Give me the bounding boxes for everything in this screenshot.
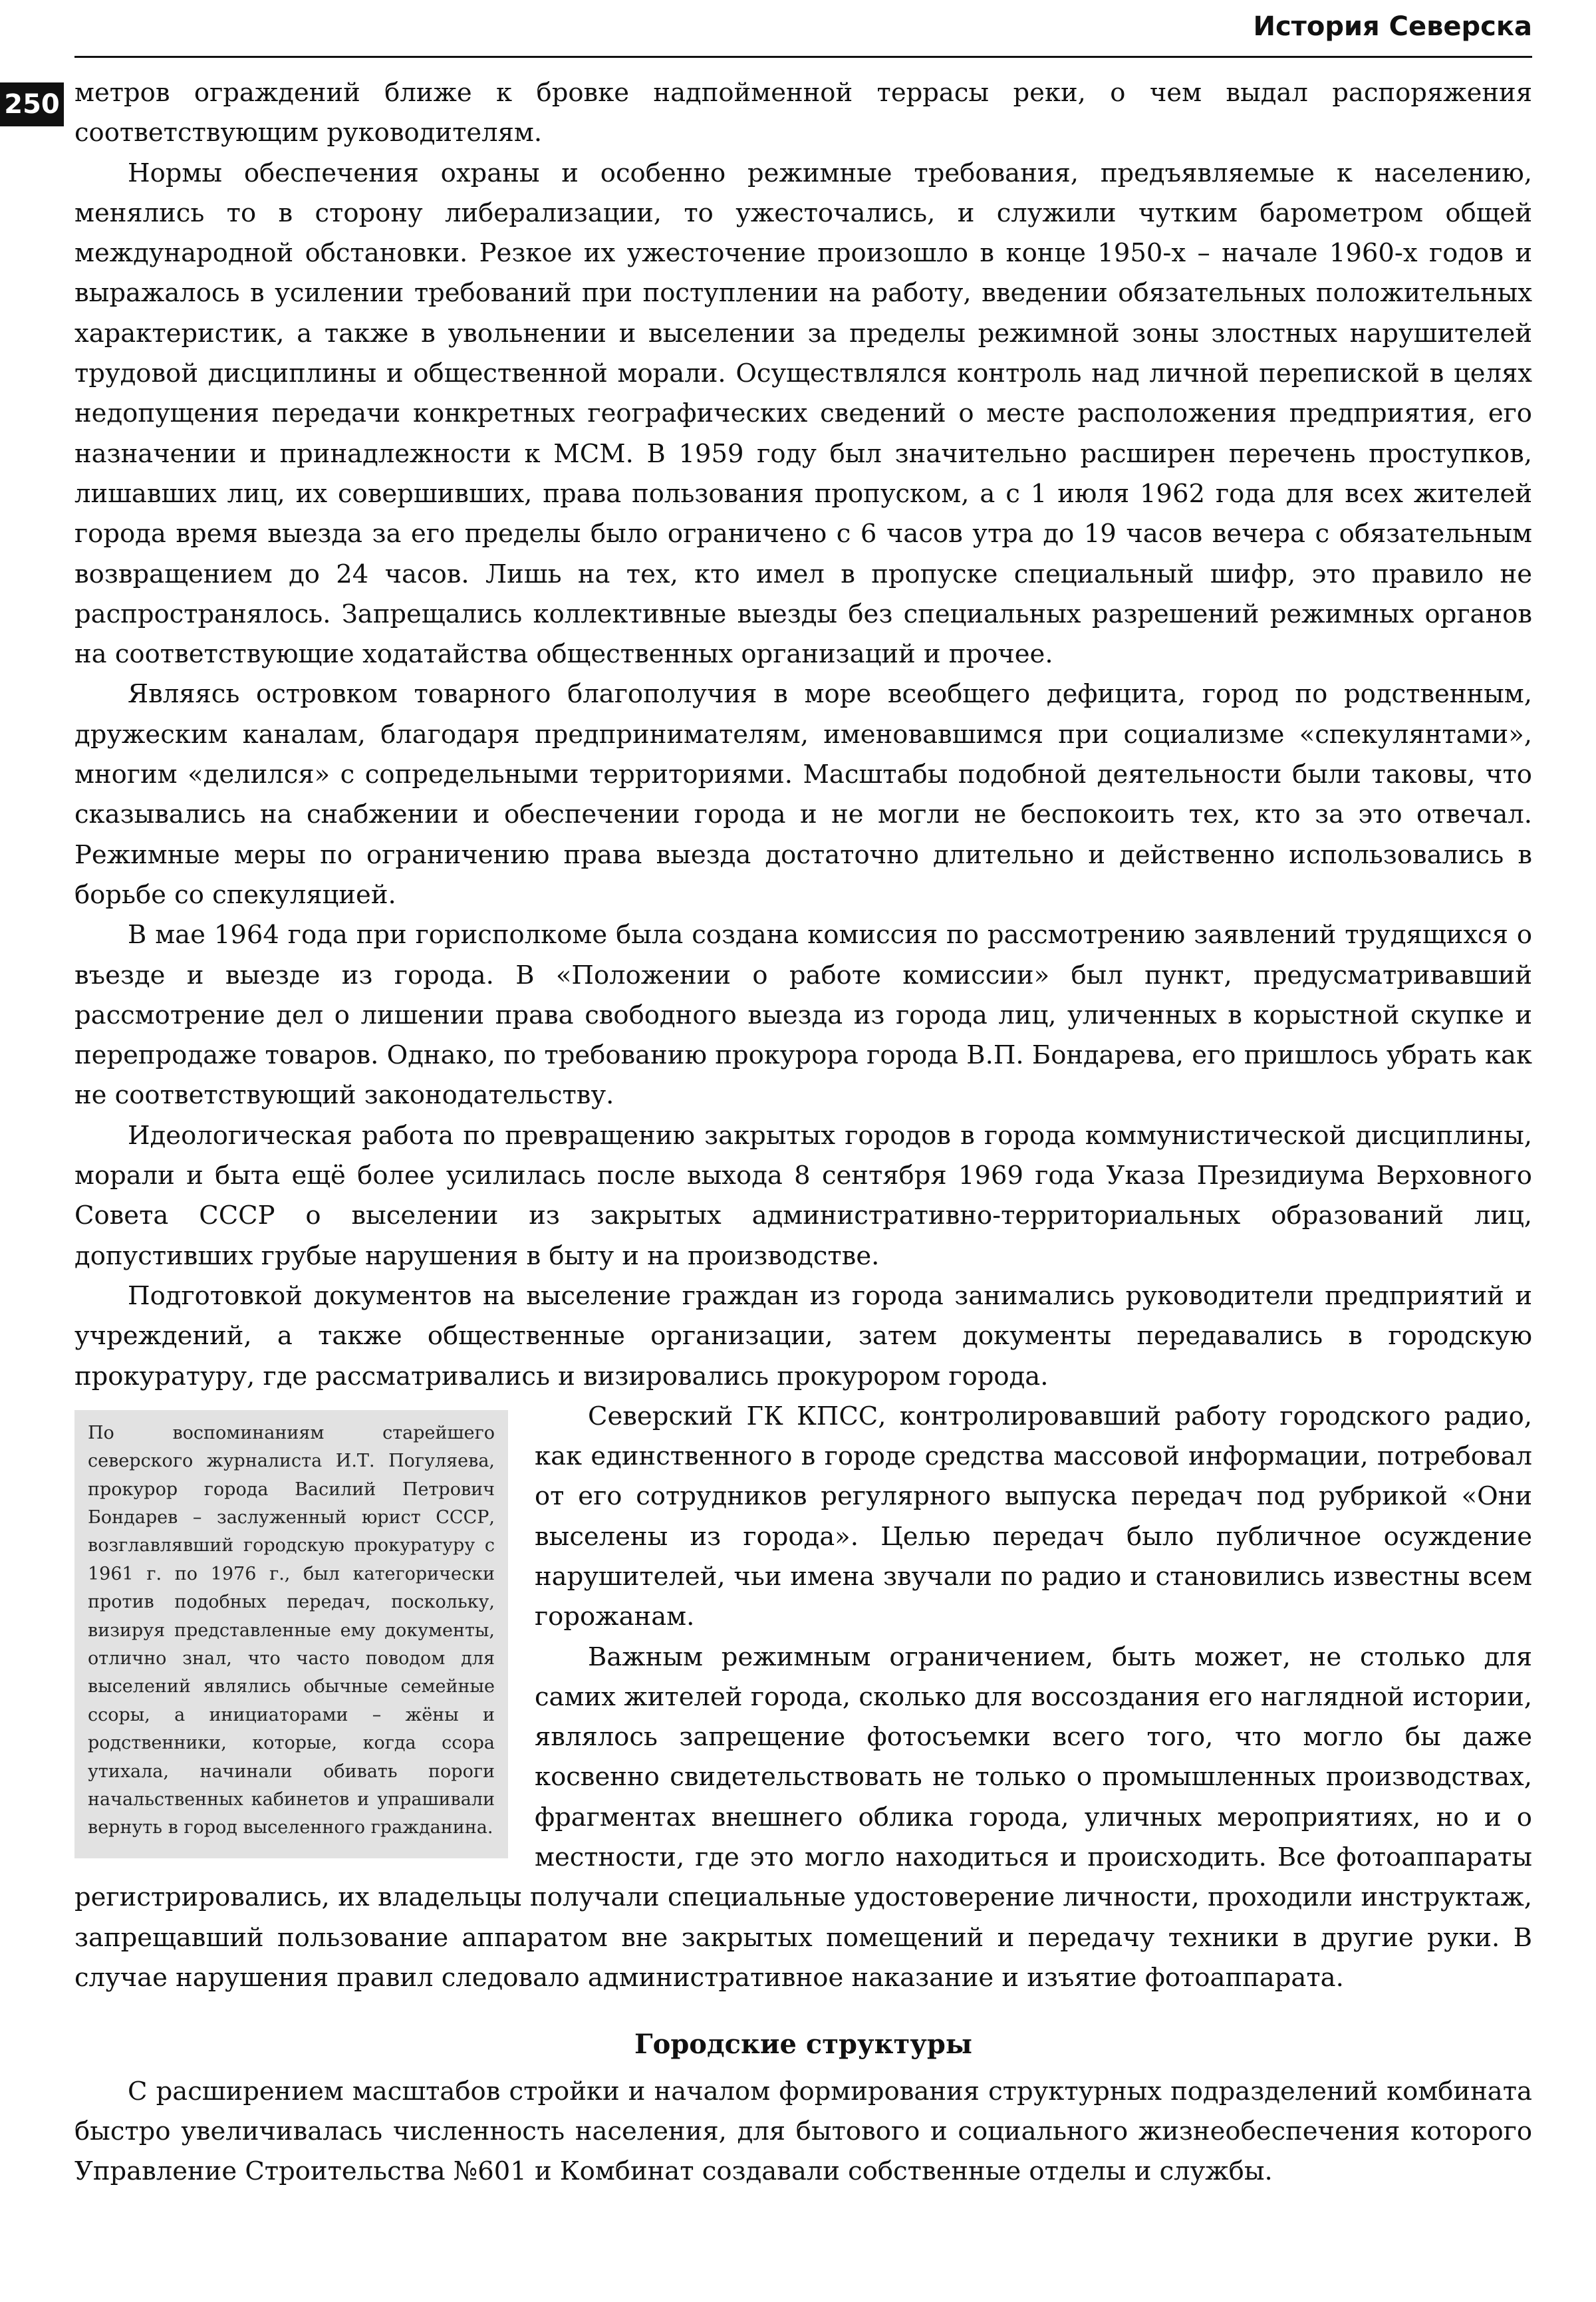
paragraph-2: Нормы обеспечения охраны и особенно режимные требования, предъявляемые к населению, менялись то в сторону либерализации, то ужесточались, и служили чутким барометром общей международной обстановки. Резкое их ужесточение произошло в конце 1950-х – начале 1960-х годов и выражалось в усилении требований при поступлении на работу, введении обязательных положительных характеристик, а также в увольнении и выселении за пределы режимной зоны злостных нарушителей трудовой дисциплины и общественной морали. Осуществлялся контроль над личной перепиской в целях недопущения передачи конкретных географических сведений о месте расположения предприятия, его назначении и принадлежности к МСМ. В 1959 году был значительно расширен перечень проступков, лишавших лиц, их совершивших, права пользования пропуском, а с 1 июля 1962 года для всех жителей города время выезда за его пределы было ограничено с 6 часов утра до 19 часов вечера с обязательным возвращением до 24 часов. Лишь на тех, кто имел в пропуске специальный шифр, это правило не распространялось. Запрещались коллективные выезды без специальных разрешений режимных органов на соответствующие ходатайства общественных организаций и прочее. [74, 158, 1532, 670]
main-text [74, 73, 1532, 2192]
paragraph-8: Важным режимным ограничением, быть может, не столько для самих жителей города, сколько для воссоздания его наглядной истории, являлось запрещение фотосъемки всего того, что могло бы даже косвенно свидетельствовать не только о промышленных производствах, фрагментах внешнего облика города, уличных мероприятиях, но и о местности, где это могло находиться и происходить. Все фотоаппараты регистрировались, их владельцы получали специальные удостоверение личности, проходили инструктаж, запрещавший пользование аппаратом вне закрытых помещений и передачу техники в другие руки. В случае нарушения правил следовало административное наказание и изъятие фотоаппарата. [74, 1642, 1532, 1993]
paragraph-4: В мае 1964 года при горисполкоме была создана комиссия по рассмотрению заявлений трудящихся о въезде и выезде из города. В «Положении о работе комиссии» был пункт, предусматривавший рассмотрение дел о лишении права свободного выезда из города лиц, уличенных в корыстной скупке и перепродаже товаров. Однако, по требованию прокурора города В.П. Бондарева, его пришлось убрать как не соответствующий законодательству. [74, 920, 1532, 1111]
running-title: История Северска [1253, 11, 1532, 42]
paragraph-3: Являясь островком товарного благополучия в море всеобщего дефицита, город по родственным, дружеским каналам, благодаря предпринимателям, именовавшимся при социализме «спекулянтами», многим «делился» с сопредельными территориями. Масштабы подобной деятельности были таковы, что сказывались на снабжении и обеспечении города и не могли не беспокоить тех, кто за это отвечал. Режимные меры по ограничению права выезда достаточно длительно и действенно использовались в борьбе со спекуляцией. [74, 679, 1532, 910]
sidebar-note: По воспоминаниям старейшего северского журналиста И.Т. Погуляева, прокурор города Василий Петрович Бондарев – заслуженный юрист СССР, возглавлявший городскую прокуратуру с 1961 г. по 1976 г., был категорически против подобных передач, поскольку, визируя представленные ему документы, отлично знал, что часто поводом для выселений являлись обычные семейные ссоры, а инициаторами – жёны и родственники, которые, когда ссора утихала, начинали обивать пороги начальственных кабинетов и упрашивали вернуть в город выселенного гражданина. [74, 1410, 508, 1858]
header-rule [74, 56, 1532, 58]
paragraph-6: Подготовкой документов на выселение граждан из города занимались руководители предприятий и учреждений, а также общественные организации, затем документы передавались в городскую прокуратуру, где рассматривались и визировались прокурором города. [74, 1280, 1532, 1391]
paragraph-5: Идеологическая работа по превращению закрытых городов в города коммунистической дисциплины, морали и быта ещё более усилилась после выхода 8 сентября 1969 года Указа Президиума Верховного Совета СССР о выселении из закрытых административно-территориальных образований лиц, допустивших грубые нарушения в быту и на производстве. [74, 1120, 1532, 1271]
page-number: 250 [0, 82, 64, 126]
section-title: Городские структуры [634, 2029, 972, 2061]
paragraph-9: С расширением масштабов стройки и началом формирования структурных подразделений комбината быстро увеличивалась численность населения, для бытового и социального жизнеобеспечения которого Управление Строительства №601 и Комбинат создавали собственные отделы и службы. [74, 2076, 1532, 2187]
paragraph-7: Северский ГК КПСС, контролировавший работу городского радио, как единственного в городе средства массовой информации, потребовал от его сотрудников регулярного выпуска передач под рубрикой «Они выселены из города». Целью передач было публичное осуждение нарушителей, чьи имена звучали по радио и становились известны всем горожанам. [535, 1401, 1532, 1632]
paragraph-1: метров ограждений ближе к бровке надпойменной террасы реки, о чем выдал распоряжения соответствующим руководителям. [74, 78, 1532, 148]
